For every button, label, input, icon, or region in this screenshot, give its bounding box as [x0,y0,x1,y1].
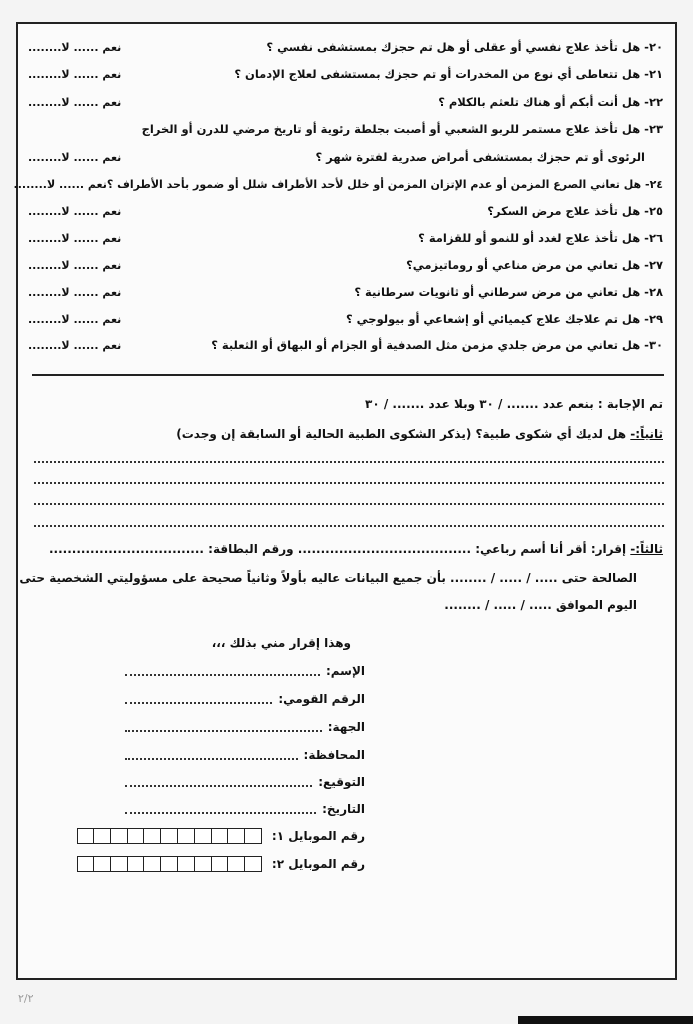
digit-box[interactable] [94,856,111,872]
complaint-line-4[interactable] [34,525,664,527]
digit-box[interactable] [111,828,128,844]
mobile-1-boxes[interactable] [77,828,262,844]
yes-no-field[interactable]: نعم ...... لا........ [28,285,122,299]
yes-no-field[interactable]: نعم ...... لا........ [28,312,122,326]
field-label: المحافظة: [303,748,365,762]
governorate-field[interactable] [125,746,365,764]
page-number: ٢/٢ [18,992,34,1005]
digit-box[interactable] [178,828,195,844]
question-text: ٢٢- هل أنت أبكم أو هناك تلعثم بالكلام ؟ [438,95,663,109]
field-dots[interactable] [125,750,298,760]
section3-line-2[interactable]: الصالحة حتى ..... / ..... / ........ بأن جميع البيانات عاليه بأولاً وثانياً صحيحة على مسؤوليتي الشخصية حتى [19,571,637,585]
section-divider [32,374,664,376]
digit-box[interactable] [77,856,94,872]
declaration-text: وهذا إقرار مني بذلك ،،، [211,636,351,650]
digit-box[interactable] [128,828,145,844]
date-field[interactable] [125,800,365,818]
question-text: ٢٧- هل تعاني من مرض مناعي أو روماتيزمي؟ [406,258,663,272]
question-21 [28,63,663,85]
digit-box[interactable] [245,856,262,872]
question-text: ٢٥- هل تأخذ علاج مرض السكر؟ [487,204,663,218]
digit-box[interactable] [212,856,229,872]
digit-box[interactable] [178,856,195,872]
yes-no-field[interactable]: نعم ...... لا........ [28,338,122,352]
mobile-1-row [77,827,365,845]
yes-no-field[interactable]: نعم ...... لا........ [13,177,107,191]
field-label: الجهة: [327,720,365,734]
bottom-bar [518,1016,693,1024]
field-dots[interactable] [125,777,312,787]
question-20 [28,36,663,58]
question-text: الرئوى أو تم حجزك بمستشفى أمراض صدرية لفترة شهر ؟ [315,150,645,164]
section3-line-1[interactable] [49,542,663,556]
question-30 [28,334,663,356]
mobile-2-label: رقم الموبايل ٢: [271,857,365,871]
complaint-line-1[interactable] [34,461,664,463]
section2-heading: ثانياً:- [630,427,663,441]
question-text: ٢٩- هل تم علاجك علاج كيميائي أو إشعاعي أو بيولوجي ؟ [345,312,663,326]
entity-field[interactable] [125,718,365,736]
section3-heading: ثالثاً:- [630,542,663,556]
yes-no-field[interactable]: نعم ...... لا........ [28,258,122,272]
field-label: التوقيع: [318,775,365,789]
question-text: ٢١- هل تتعاطى أي نوع من المخدرات أو تم حجزك بمستشفى لعلاج الإدمان ؟ [234,67,663,81]
digit-box[interactable] [161,828,178,844]
question-text: ٢٠- هل تأخذ علاج نفسي أو عقلى أو هل تم حجزك بمستشفى نفسي ؟ [266,40,663,54]
signature-field[interactable] [125,773,365,791]
section3-line-3[interactable]: اليوم الموافق ..... / ..... / ........ [444,598,637,612]
question-28 [28,281,663,303]
digit-box[interactable] [245,828,262,844]
mobile-2-boxes[interactable] [77,856,262,872]
mobile-2-row [77,855,365,873]
field-dots[interactable] [125,666,320,676]
field-label: التاريخ: [322,802,365,816]
complaint-line-2[interactable] [34,482,664,484]
question-text: ٢٦- هل تأخذ علاج لغدد أو للنمو أو للقزامة ؟ [418,231,663,245]
question-22 [28,91,663,113]
question-text: ٢٤- هل تعاني الصرع المزمن أو عدم الإتزان المزمن أو خلل لأحد الأطراف شلل أو ضمور بأحد الأطراف ؟ [106,177,663,191]
question-26 [28,227,663,249]
question-text: ٣٠- هل تعاني من مرض جلدي مزمن مثل الصدفية أو الجزام أو البهاق أو الثعلبة ؟ [211,338,663,352]
field-dots[interactable] [125,804,316,814]
yes-no-field[interactable]: نعم ...... لا........ [28,40,122,54]
mobile-1-label: رقم الموبايل ١: [271,829,365,843]
digit-box[interactable] [228,828,245,844]
name-field[interactable] [125,662,365,680]
question-24 [13,173,663,195]
digit-box[interactable] [94,828,111,844]
yes-no-field[interactable]: نعم ...... لا........ [28,204,122,218]
digit-box[interactable] [128,856,145,872]
digit-box[interactable] [111,856,128,872]
yes-no-field[interactable]: نعم ...... لا........ [28,231,122,245]
answer-count[interactable]: تم الإجابة : بنعم عدد ....... / ٣٠ وبلا عدد ....... / ٣٠ [365,397,663,411]
field-label: الإسم: [325,664,365,678]
digit-box[interactable] [195,828,212,844]
yes-no-field[interactable]: نعم ...... لا........ [28,67,122,81]
question-text: ٢٨- هل تعاني من مرض سرطاني أو ثانويات سرطانية ؟ [354,285,663,299]
yes-no-field[interactable]: نعم ...... لا........ [28,95,122,109]
question-23-continuation [28,146,645,168]
section2-text: هل لديك أي شكوى طبية؟ (يذكر الشكوى الطبية الحالية أو السابقة إن وجدت) [176,427,627,441]
question-23 [28,118,663,140]
section3-text: إقرار: أقر أنا أسم رباعي: ...................................... ورقم البطاقة: .................................. [48,542,627,556]
section2-title [176,427,663,441]
digit-box[interactable] [77,828,94,844]
complaint-line-3[interactable] [34,503,664,505]
question-27 [28,254,663,276]
digit-box[interactable] [228,856,245,872]
digit-box[interactable] [161,856,178,872]
digit-box[interactable] [144,828,161,844]
question-25 [28,200,663,222]
yes-no-field[interactable]: نعم ...... لا........ [28,150,122,164]
digit-box[interactable] [212,828,229,844]
national-id-field[interactable] [125,690,365,708]
digit-box[interactable] [195,856,212,872]
field-dots[interactable] [125,694,272,704]
field-dots[interactable] [125,722,322,732]
field-label: الرقم القومي: [278,692,365,706]
digit-box[interactable] [144,856,161,872]
question-29 [28,308,663,330]
question-text: ٢٣- هل تأخذ علاج مستمر للربو الشعبي أو أصبت بجلطة رئوية أو تاريخ مرضي للدرن أو الخراج [141,122,663,136]
